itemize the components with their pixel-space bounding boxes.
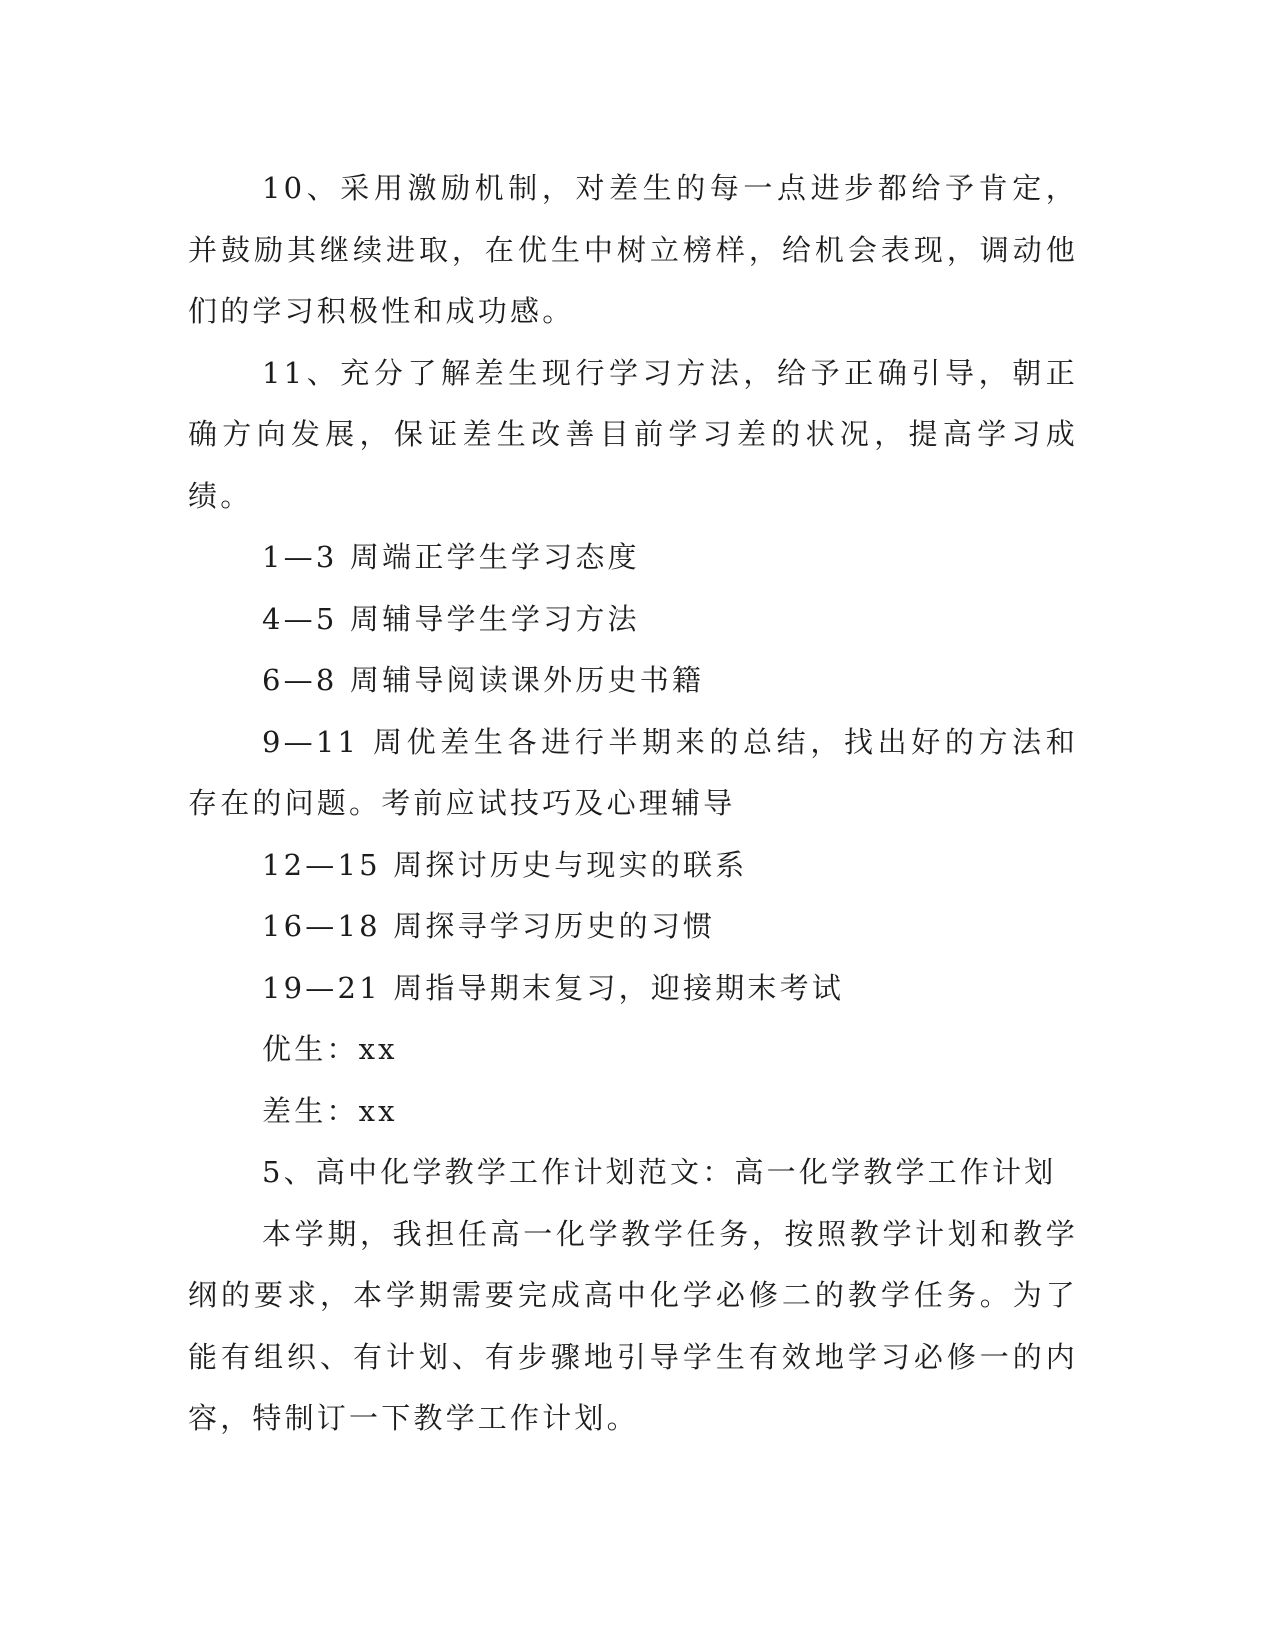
schedule-item-weeks-19-21: 19—21 周指导期末复习，迎接期末考试	[262, 970, 845, 1005]
schedule-item-weeks-12-15: 12—15 周探讨历史与现实的联系	[262, 847, 748, 882]
document-body	[188, 158, 1078, 1450]
schedule-item-weeks-9-11: 9—11 周优差生各进行半期来的总结，找出好的方法和存在的问题。考前应试技巧及心理辅导	[188, 724, 1078, 820]
paragraph-incentive-mechanism: 10、采用激励机制，对差生的每一点进步都给予肯定，并鼓励其继续进取，在优生中树立榜样，给机会表现，调动他们的学习积极性和成功感。	[188, 171, 1078, 328]
section-heading-chemistry-plan: 5、高中化学教学工作计划范文：高一化学教学工作计划	[262, 1155, 1057, 1189]
schedule-item-weeks-16-18: 16—18 周探寻学习历史的习惯	[262, 909, 716, 943]
weak-students-line: 差生：xx	[262, 1093, 398, 1128]
paragraph-study-methods: 11、充分了解差生现行学习方法，给予正确引导，朝正确方向发展，保证差生改善目前学习差的状况，提高学习成绩。	[188, 355, 1078, 513]
paragraph-chemistry-plan-intro: 本学期，我担任高一化学教学任务，按照教学计划和教学纲的要求，本学期需要完成高中化学必修二的教学任务。为了能有组织、有计划、有步骤地引导学生有效地学习必修一的内容，特制订一下教学工作计划。	[188, 1216, 1078, 1435]
schedule-item-weeks-6-8: 6—8 周辅导阅读课外历史书籍	[262, 663, 705, 697]
schedule-item-weeks-1-3: 1—3 周端正学生学习态度	[262, 540, 640, 574]
top-students-line: 优生：xx	[262, 1032, 398, 1066]
schedule-item-weeks-4-5: 4—5 周辅导学生学习方法	[262, 601, 640, 636]
